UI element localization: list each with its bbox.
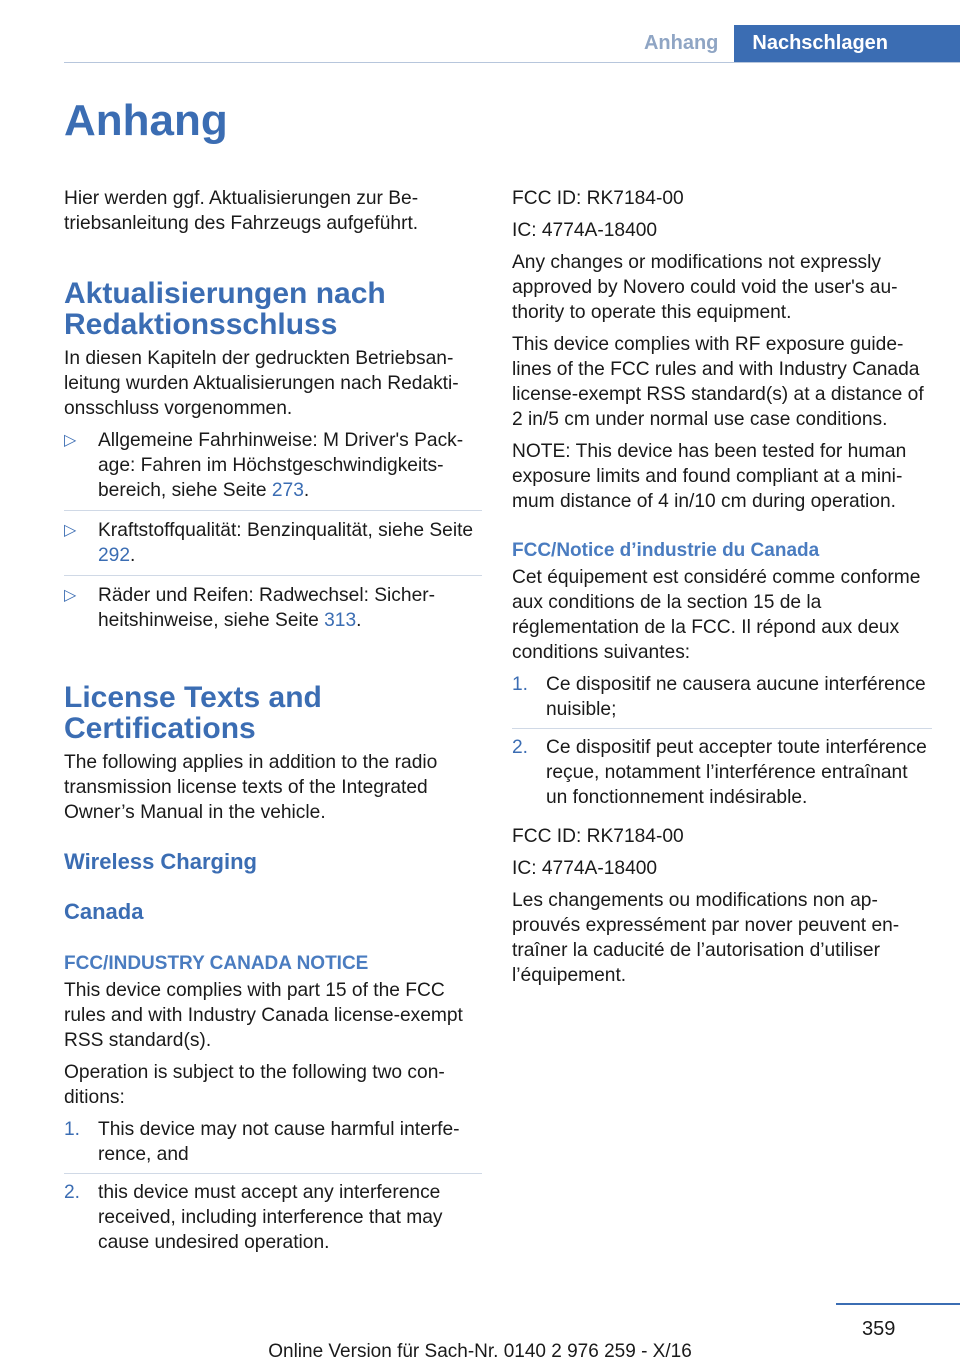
page-link-313[interactable]: 313 [324, 610, 357, 631]
list-number: 1. [512, 674, 529, 695]
list-item [512, 728, 932, 816]
page-title: Anhang [64, 96, 228, 145]
tab-nachschlagen[interactable]: Nachschlagen [734, 25, 960, 62]
list-item-end: . [130, 545, 136, 566]
list-number: 2. [512, 737, 529, 758]
updates-list [64, 428, 482, 640]
ic-number: IC: 4774A-18400 [512, 220, 658, 241]
list-item-text: Ce dispositif peut accepter toute interférence reçue, notamment l’interférence entraînant un fonctionnement indésirable. [546, 737, 927, 808]
list-item [512, 672, 932, 728]
french-notice-heading: FCC/Notice d’industrie du Canada [512, 540, 820, 561]
page-number: 359 [862, 1318, 896, 1340]
header-divider [64, 62, 960, 63]
list-item-text: This device may not cause harmful interference, and [98, 1119, 460, 1165]
list-item-end: . [303, 480, 310, 501]
footer-divider [836, 1303, 960, 1305]
list-item-text: Räder und Reifen: Radwechsel: Sicherheitshinweise, siehe Seite [98, 585, 436, 631]
french-changes-paragraph: Les changements ou modifications non approuvés expressément par nover peuvent entraîner la caducité de l’autorisation d’utiliser l’équipement. [512, 890, 900, 986]
list-item-text: Kraftstoffqualität: Benzinqualität, siehe Seite [98, 520, 474, 541]
ic-number-2: IC: 4774A-18400 [512, 858, 658, 879]
wireless-charging-heading: Wireless Charging [64, 849, 257, 874]
list-item-text: Allgemeine Fahrhinweise: M Driver's Package: Fahren im Höchstgeschwindigkeitsbereich, siehe Seite [98, 430, 464, 501]
right-column [512, 186, 932, 995]
list-item [64, 428, 482, 510]
triangle-bullet-icon: ▷ [64, 432, 77, 449]
list-item [64, 510, 482, 575]
french-conditions-list [512, 672, 932, 816]
note-paragraph: NOTE: This device has been tested for human exposure limits and found compliant at a minimum distance of 4 in/10 cm during operation. [512, 441, 907, 512]
fcc-id-2: FCC ID: RK7184-00 [512, 826, 684, 847]
page-link-292[interactable]: 292 [98, 545, 131, 566]
rf-paragraph: This device complies with RF exposure guidelines of the FCC rules and with Industry Canada license-exempt RSS standard(s) at a distance of 2 in/5 cm under normal use case conditions. [512, 334, 924, 430]
license-paragraph: The following applies in addition to the radio transmission license texts of the Integrated Owner’s Manual in the vehicle. [64, 752, 438, 823]
list-item [64, 1117, 482, 1173]
page-link-273[interactable]: 273 [271, 480, 304, 501]
intro-paragraph: Hier werden ggf. Aktualisierungen zur Betriebsanleitung des Fahrzeugs aufgeführt. [64, 188, 419, 234]
updates-heading: Aktualisierungen nach Redaktionsschluss [64, 277, 386, 341]
notice-paragraph: This device complies with part 15 of the FCC rules and with Industry Canada license-exempt RSS standard(s). [64, 980, 463, 1051]
left-column [64, 186, 482, 1269]
french-paragraph: Cet équipement est considéré comme conforme aux conditions de la section 15 de la réglementation de la FCC. Il répond aux deux conditions suivantes: [512, 567, 921, 663]
list-item-text: this device must accept any interference received, including interference that may cause undesired operation. [98, 1182, 443, 1253]
fcc-id: FCC ID: RK7184-00 [512, 188, 684, 209]
changes-paragraph: Any changes or modifications not expressly approved by Novero could void the user's authority to operate this equipment. [512, 252, 898, 323]
triangle-bullet-icon: ▷ [64, 587, 77, 604]
updates-paragraph: In diesen Kapiteln der gedruckten Betriebsanleitung wurden Aktualisierungen nach Redaktionsschluss vorgenommen. [64, 348, 459, 419]
header-tabs [628, 25, 960, 62]
triangle-bullet-icon: ▷ [64, 522, 77, 539]
list-item-text: Ce dispositif ne causera aucune interférence nuisible; [546, 674, 926, 720]
conditions-intro: Operation is subject to the following two conditions: [64, 1062, 445, 1108]
canada-heading: Canada [64, 899, 144, 924]
notice-heading: FCC/INDUSTRY CANADA NOTICE [64, 953, 369, 974]
list-item [64, 1173, 482, 1261]
list-item [64, 575, 482, 640]
list-number: 1. [64, 1119, 81, 1140]
list-item-end: . [356, 610, 362, 631]
conditions-list [64, 1117, 482, 1261]
online-version-footer: Online Version für Sach-Nr. 0140 2 976 259 - X/16 [268, 1341, 692, 1362]
license-heading: License Texts and Certifications [64, 681, 322, 745]
list-number: 2. [64, 1182, 81, 1203]
tab-anhang[interactable]: Anhang [643, 32, 719, 54]
